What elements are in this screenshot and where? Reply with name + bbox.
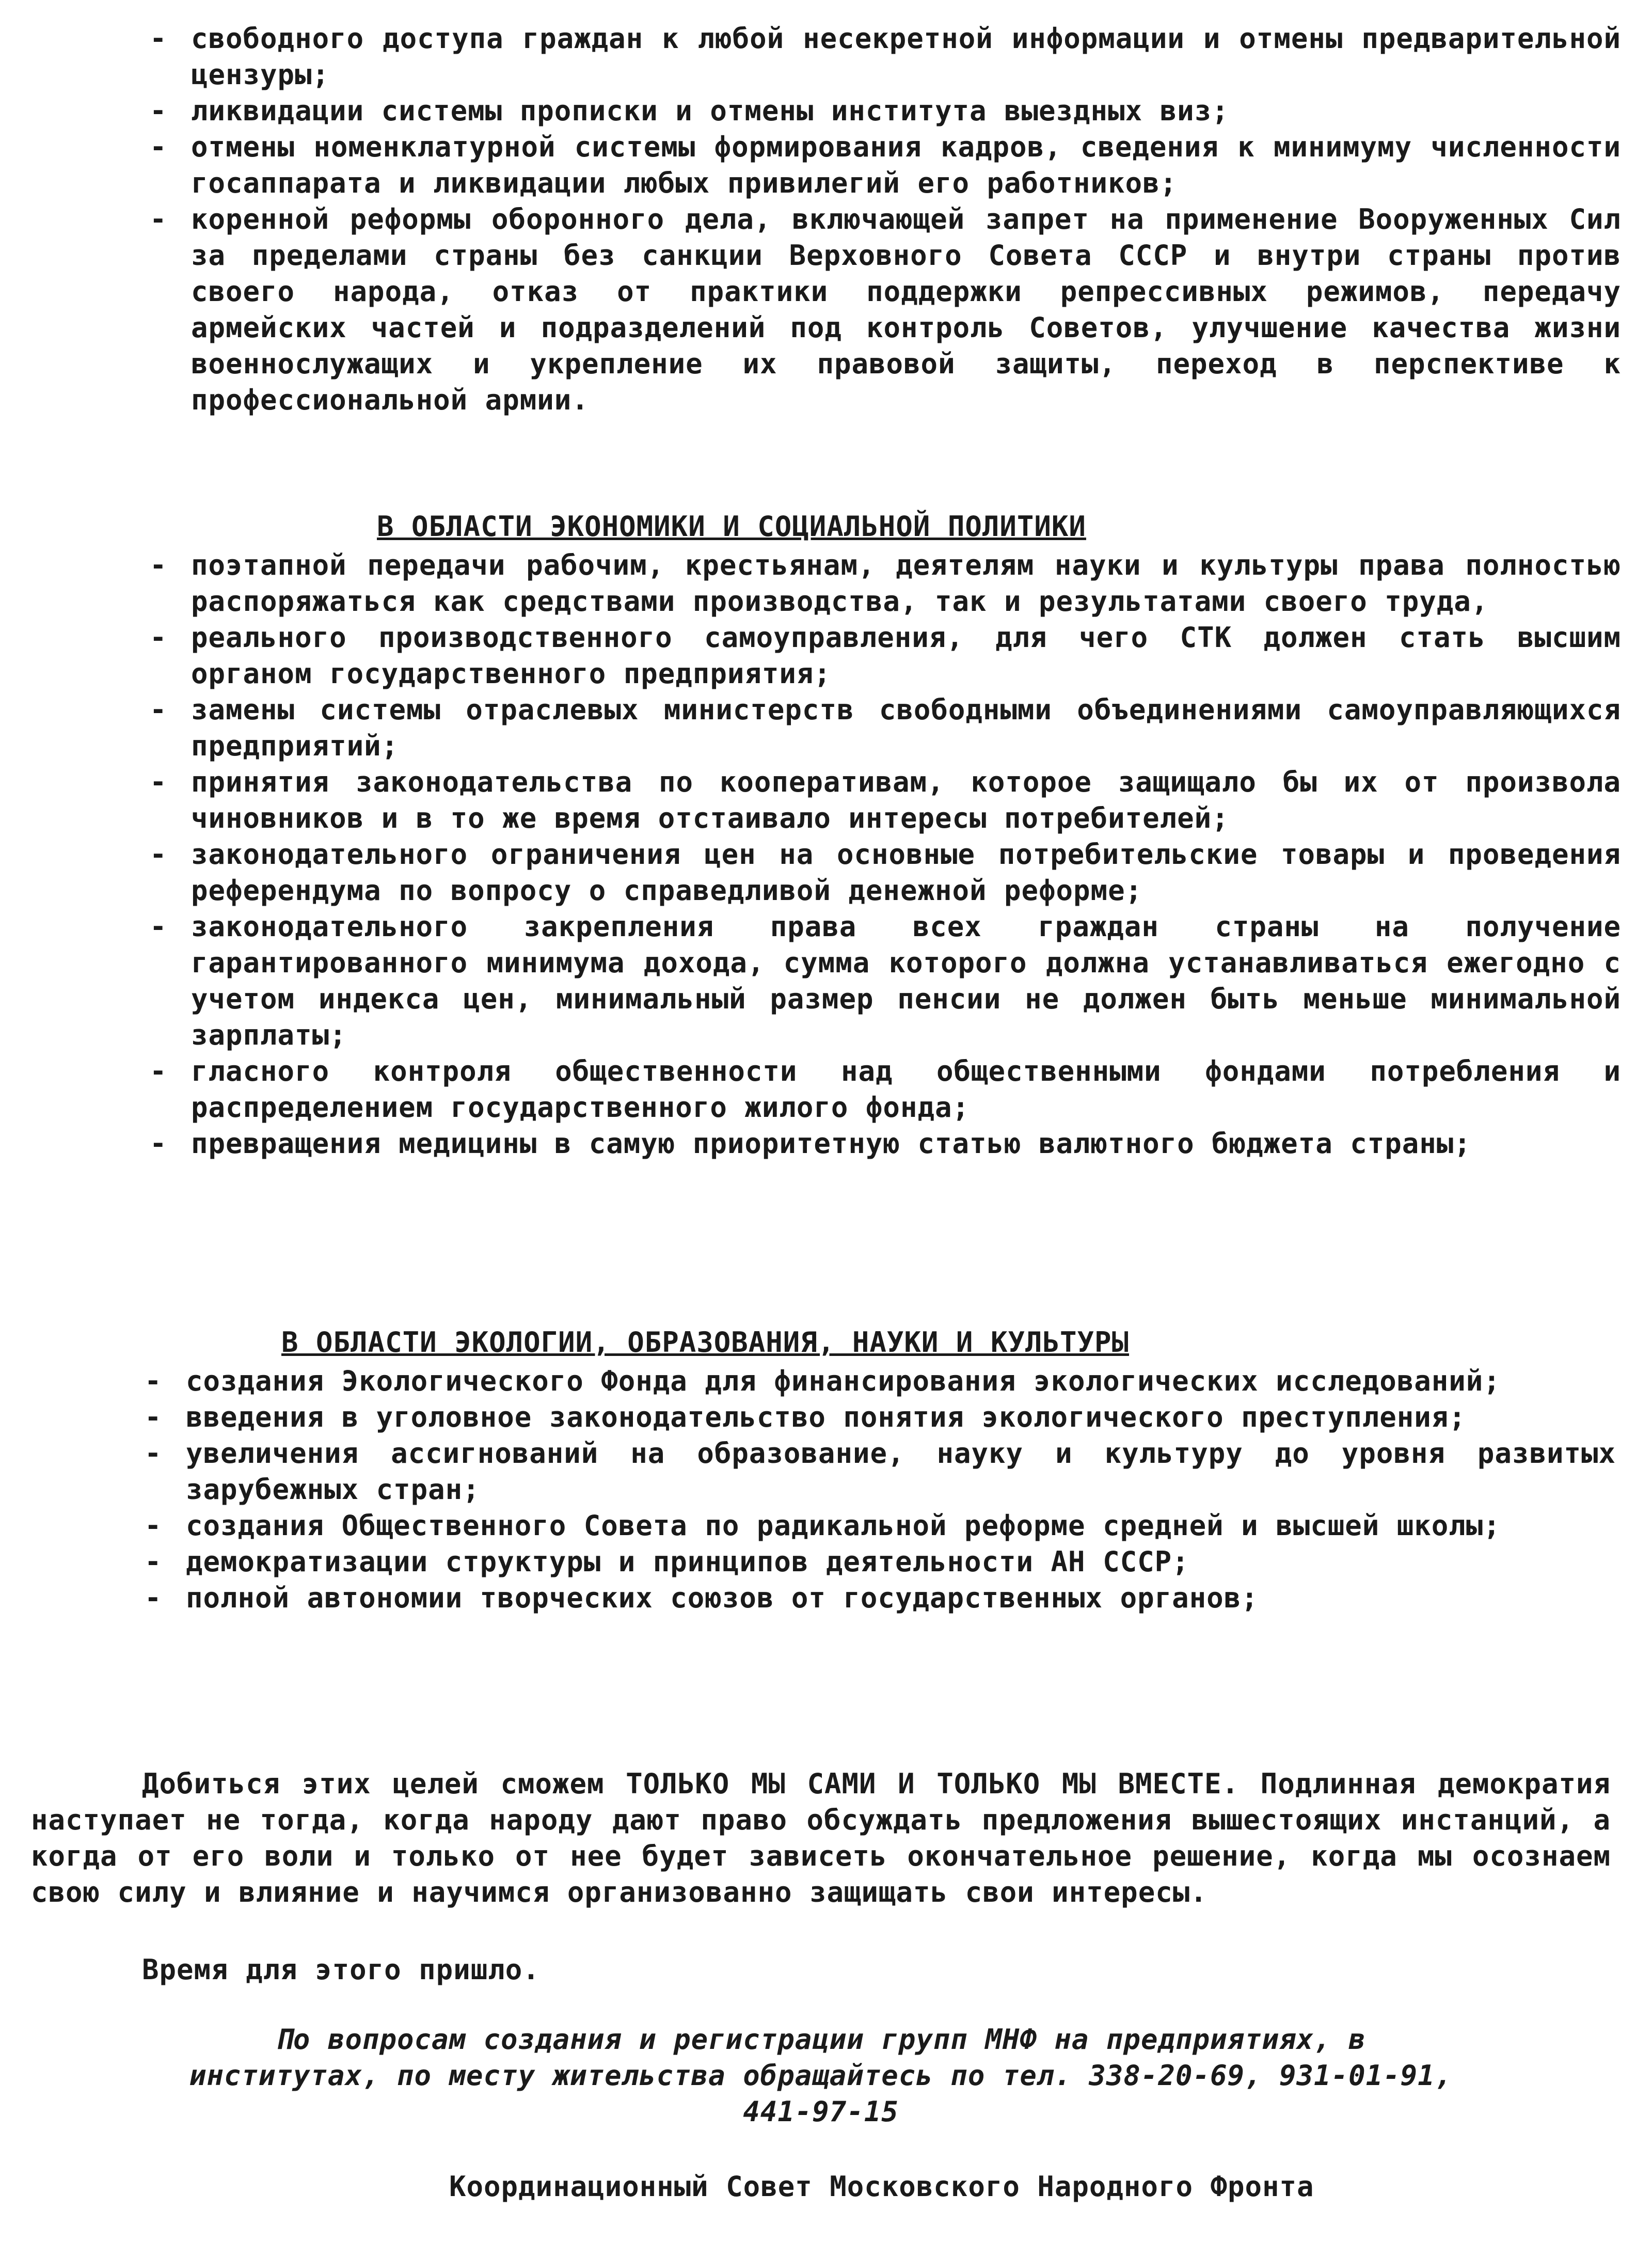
section-heading-ecology: В ОБЛАСТИ ЭКОЛОГИИ, ОБРАЗОВАНИЯ, НАУКИ И КУЛЬТУРЫ <box>281 1326 1130 1359</box>
list-item: - замены системы отраслевых министерств свободными объединениями самоуправляющихся предприятий; <box>150 692 1621 764</box>
list-item: - создания Экологического Фонда для финансирования экологических исследований; <box>145 1363 1616 1399</box>
political-demands-list <box>150 21 1621 418</box>
list-item: - реального производственного самоуправления, для чего СТК должен стать высшим органом государственного предприятия; <box>150 620 1621 692</box>
closing-line: Время для этого пришло. <box>142 1953 540 1986</box>
list-item: - увеличения ассигнований на образование, науку и культуру до уровня развитых зарубежных стран; <box>145 1435 1616 1508</box>
list-item: - законодательного ограничения цен на основные потребительские товары и проведения референдума по вопросу о справедливой денежной реформе; <box>150 836 1621 909</box>
list-item: - свободного доступа граждан к любой несекретной информации и отмены предварительной цензуры; <box>150 21 1621 93</box>
list-item: - принятия законодательства по кооперативам, которое защищало бы их от произвола чиновников и в то же время отстаивало интересы потребителей; <box>150 764 1621 836</box>
list-item: - полной автономии творческих союзов от государственных органов; <box>145 1580 1616 1616</box>
list-item: - превращения медицины в самую приоритетную статью валютного бюджета страны; <box>150 1126 1621 1162</box>
section-heading-economy: В ОБЛАСТИ ЭКОНОМИКИ И СОЦИАЛЬНОЙ ПОЛИТИКИ <box>377 510 1086 543</box>
list-item: - законодательного закрепления права всех граждан страны на получение гарантированного минимума дохода, сумма которого должна устанавливаться ежегодно с учетом индекса цен, минимальный размер пенсии не должен быть меньше минимальной зарплаты; <box>150 909 1621 1053</box>
list-item: - демократизации структуры и принципов деятельности АН СССР; <box>145 1544 1616 1580</box>
list-item: - создания Общественного Совета по радикальной реформе средней и высшей школы; <box>145 1508 1616 1544</box>
list-item: - коренной реформы оборонного дела, включающей запрет на применение Вооруженных Сил за пределами страны без санкции Верховного Совета СССР и внутри страны против своего народа, отказ от практики поддержки репрессивных режимов, передачу армейских частей и подразделений под контроль Советов, улучшение качества жизни военнослужащих и укрепление их правовой защиты, переход в перспективе к профессиональной армии. <box>150 201 1621 418</box>
signature: Координационный Совет Московского Народного Фронта <box>449 2170 1314 2203</box>
contact-note: По вопросам создания и регистрации групп МНФ на предприятиях, в институтах, по месту жительства обращайтесь по тел. 338-20-69, 931-01-91, 441-97-15 <box>189 2023 1453 2128</box>
economy-demands-list <box>150 547 1621 1162</box>
list-item: - введения в уголовное законодательство понятия экологического преступления; <box>145 1399 1616 1435</box>
list-item: - поэтапной передачи рабочим, крестьянам, деятелям науки и культуры права полностью распоряжаться как средствами производства, так и результатами своего труда, <box>150 547 1621 620</box>
list-item: - ликвидации системы прописки и отмены института выездных виз; <box>150 93 1621 129</box>
ecology-demands-list <box>145 1363 1616 1616</box>
list-item: - гласного контроля общественности над общественными фондами потребления и распределением государственного жилого фонда; <box>150 1053 1621 1126</box>
closing-paragraph: Добиться этих целей сможем ТОЛЬКО МЫ САМИ И ТОЛЬКО МЫ ВМЕСТЕ. Подлинная демократия наступает не тогда, когда народу дают право обсуждать предложения вышестоящих инстанций, а когда от его воли и только от нее будет зависеть окончательное решение, когда мы осознаем свою силу и влияние и научимся организованно защищать свои интересы. <box>31 1767 1611 1908</box>
list-item: - отмены номенклатурной системы формирования кадров, сведения к минимуму численности госаппарата и ликвидации любых привилегий его работников; <box>150 129 1621 201</box>
